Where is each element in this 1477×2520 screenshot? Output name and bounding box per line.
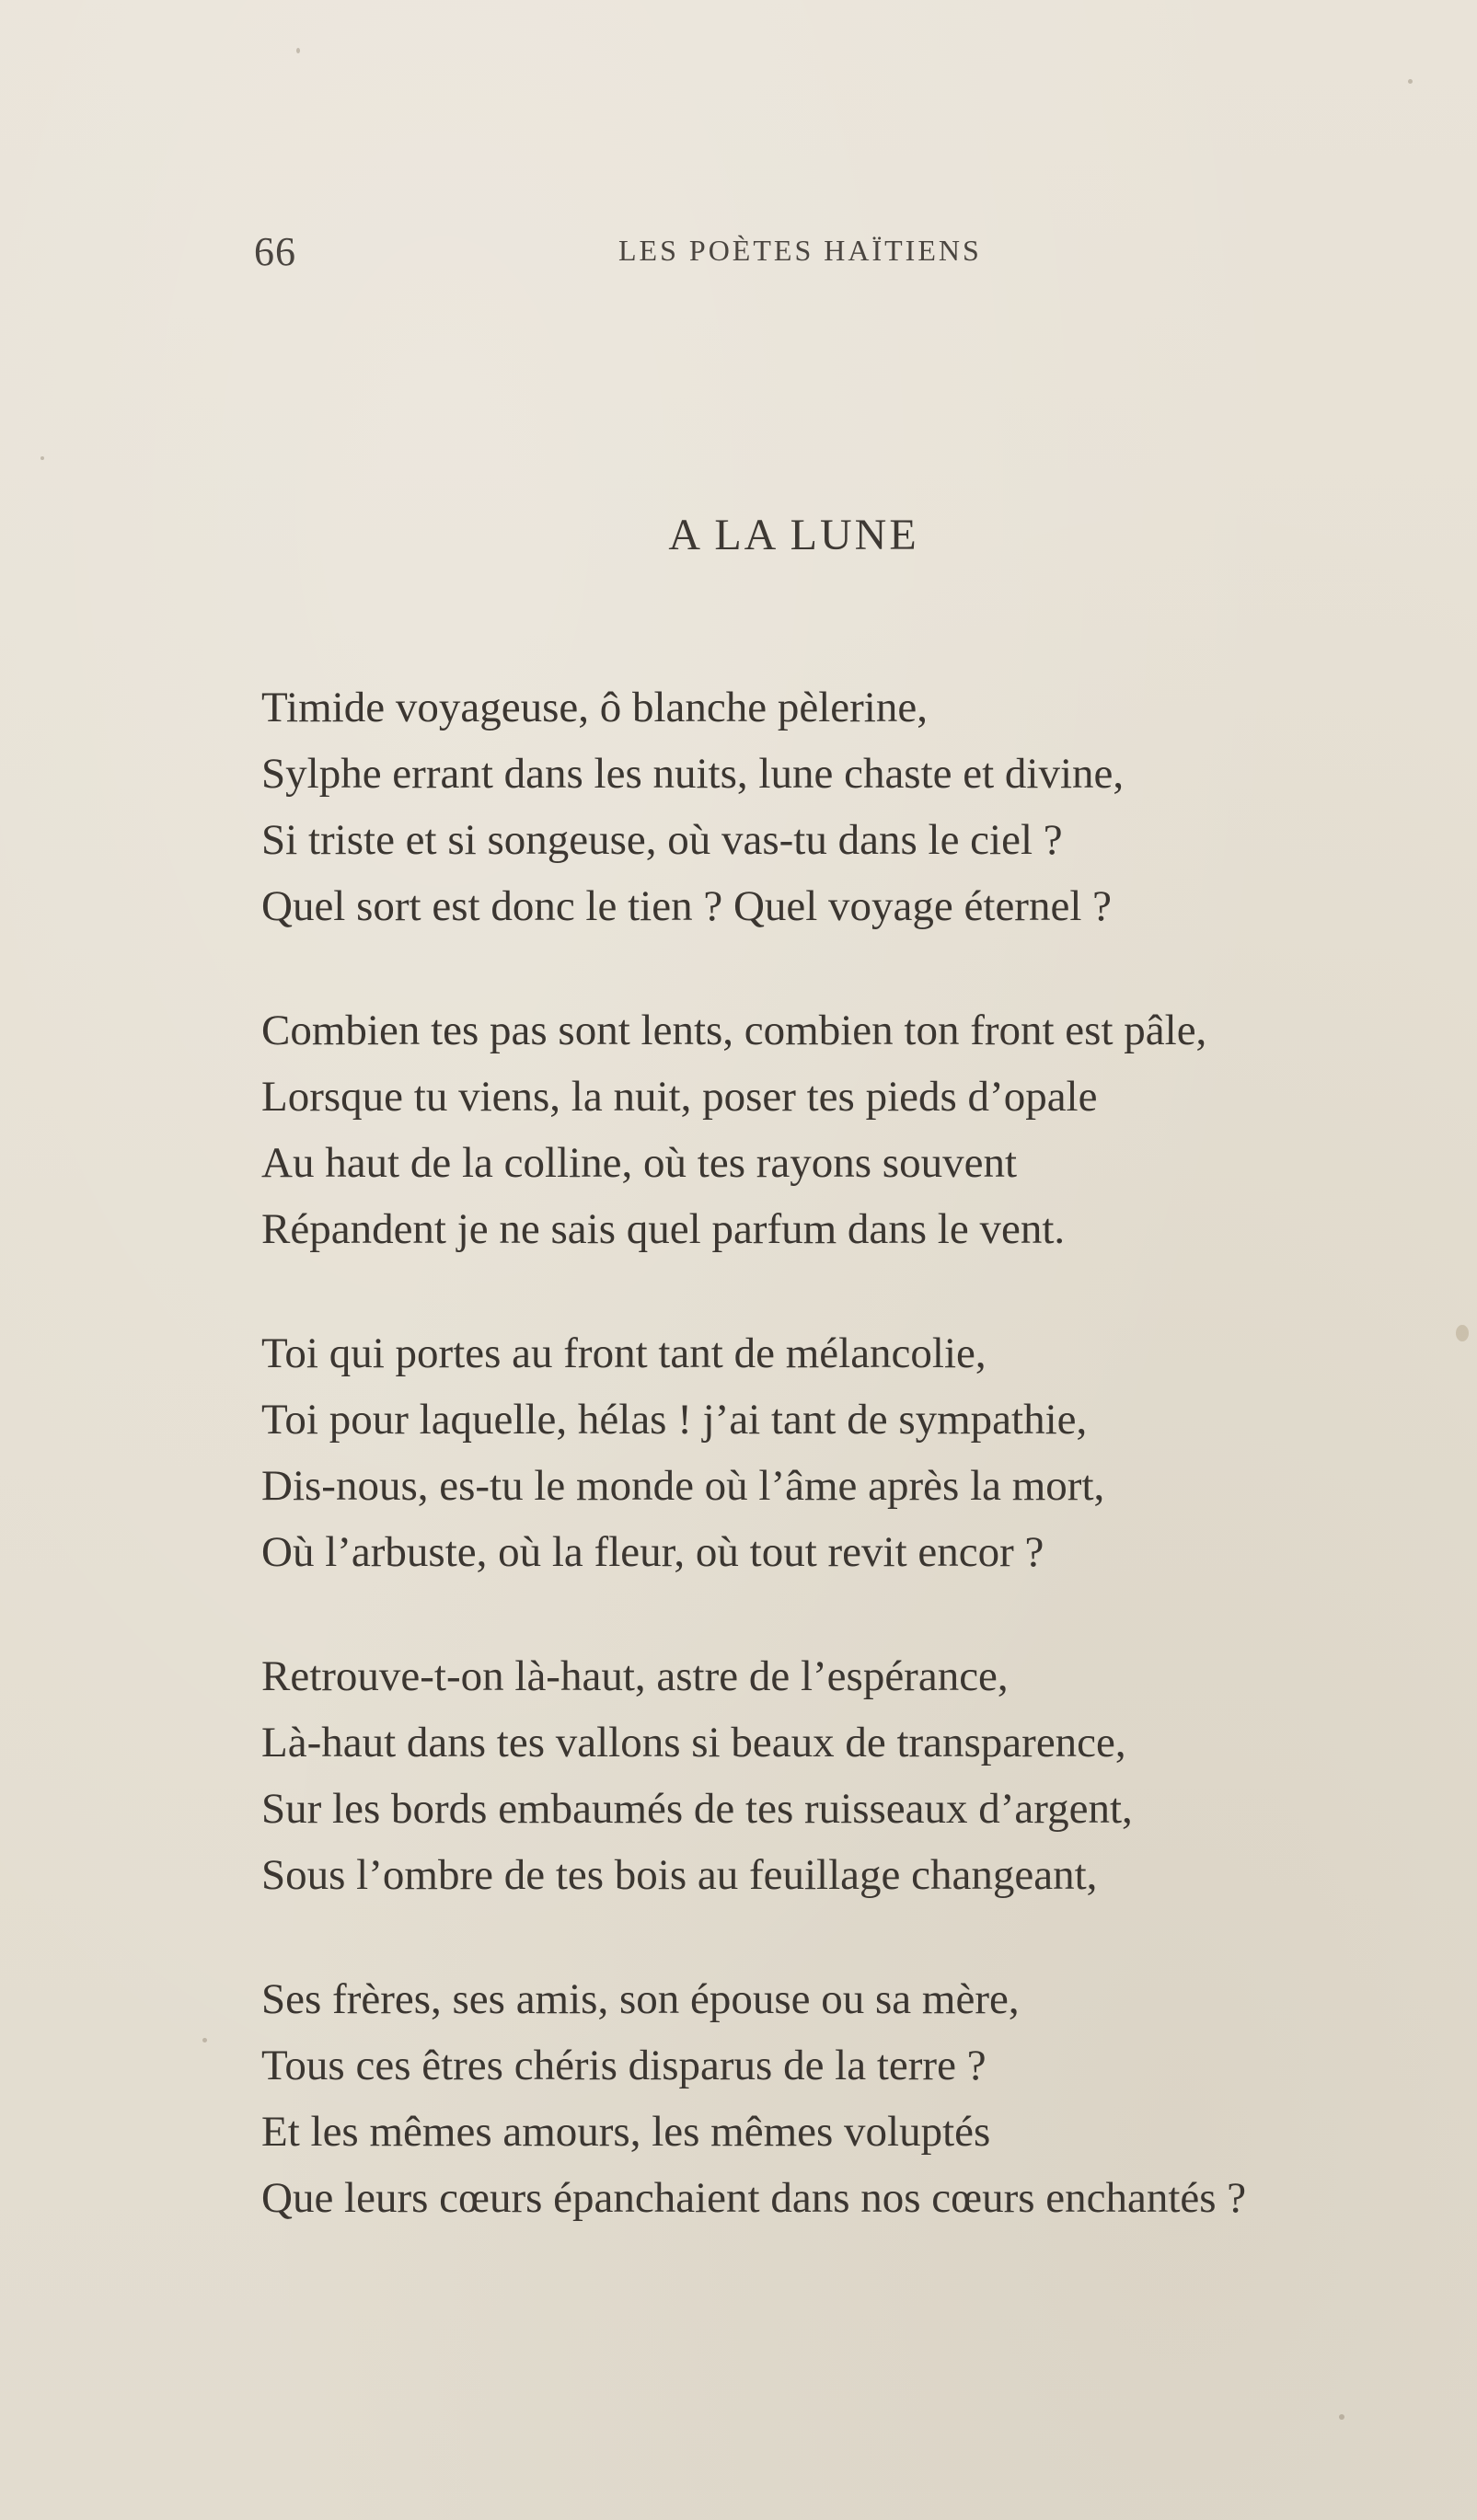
stanza-2: [261, 997, 1458, 1262]
verse-line: Que leurs cœurs épanchaient dans nos cœurs enchantés ?: [261, 2174, 1247, 2222]
verse-line: Où l’arbuste, où la fleur, où tout revit encor ?: [261, 1528, 1044, 1576]
verse-line: Si triste et si songeuse, où vas-tu dans le ciel ?: [261, 816, 1063, 864]
paper-speck: [202, 2038, 207, 2042]
verse-line: Toi pour laquelle, hélas ! j’ai tant de sympathie,: [261, 1396, 1088, 1444]
paper-speck: [1339, 2414, 1344, 2420]
verse-line: Ses frères, ses amis, son épouse ou sa mère,: [261, 1975, 1020, 2023]
paper-speck: [40, 456, 44, 460]
verse-line: Tous ces êtres chéris disparus de la terre ?: [261, 2042, 987, 2089]
page-number: 66: [254, 229, 296, 274]
poem-title: A LA LUNE: [668, 511, 919, 559]
poem-body: [261, 674, 1458, 2289]
verse-line: Sur les bords embaumés de tes ruisseaux d’argent,: [261, 1785, 1133, 1833]
verse-line: Sylphe errant dans les nuits, lune chaste et divine,: [261, 750, 1125, 798]
stanza-5: [261, 1966, 1458, 2231]
verse-line: Au haut de la colline, où tes rayons souvent: [261, 1139, 1018, 1187]
running-title: LES POÈTES HAÏTIENS: [618, 234, 982, 267]
paper-speck: [1456, 1325, 1469, 1341]
verse-line: Toi qui portes au front tant de mélancolie,: [261, 1329, 987, 1377]
verse-line: Lorsque tu viens, la nuit, poser tes pieds d’opale: [261, 1073, 1098, 1121]
running-head: [0, 228, 1477, 283]
stanza-4: [261, 1643, 1458, 1908]
verse-line: Combien tes pas sont lents, combien ton front est pâle,: [261, 1007, 1207, 1054]
verse-line: Dis-nous, es-tu le monde où l’âme après la mort,: [261, 1462, 1105, 1510]
stanza-3: [261, 1320, 1458, 1585]
verse-line: Là-haut dans tes vallons si beaux de transparence,: [261, 1719, 1126, 1766]
verse-line: Et les mêmes amours, les mêmes voluptés: [261, 2108, 991, 2156]
paper-speck: [1408, 79, 1413, 84]
verse-line: Timide voyageuse, ô blanche pèlerine,: [261, 684, 928, 731]
verse-line: Sous l’ombre de tes bois au feuillage changeant,: [261, 1851, 1098, 1899]
verse-line: Retrouve-t-on là-haut, astre de l’espérance,: [261, 1652, 1009, 1700]
verse-line: Quel sort est donc le tien ? Quel voyage éternel ?: [261, 882, 1112, 930]
verse-line: Répandent je ne sais quel parfum dans le vent.: [261, 1205, 1066, 1253]
stanza-1: [261, 674, 1458, 939]
paper-speck: [296, 48, 300, 53]
